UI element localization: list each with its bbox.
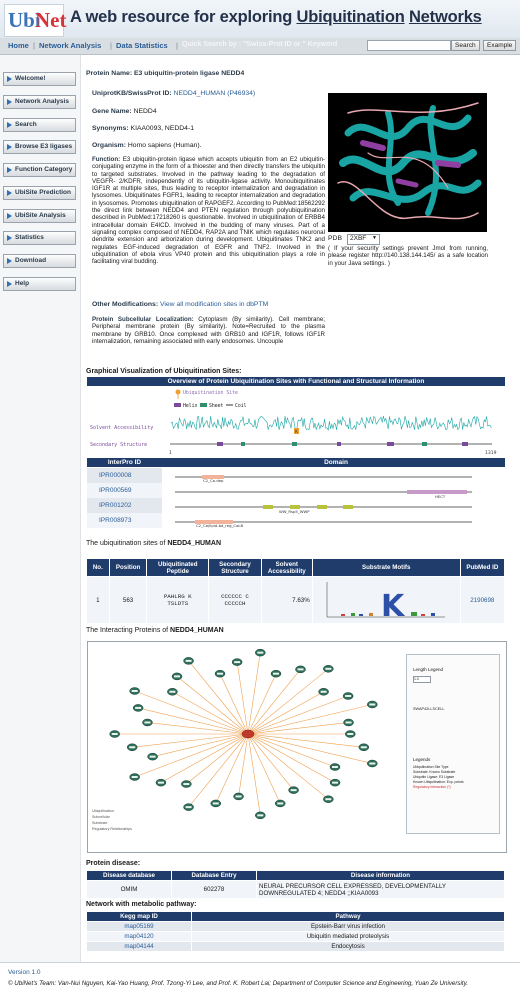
col-pubmed: PubMed ID bbox=[460, 559, 504, 577]
pdb-select[interactable]: 2XBF ▼ bbox=[347, 234, 380, 245]
sidebar-item-function-category[interactable]: Function Category bbox=[3, 163, 76, 177]
function-paragraph: Function: E3 ubiquitin-protein ligase which accepts ubiquitin from an E2 ubiquitin-conjugating enzyme in the form of a thioester and then directly transfers the ubiquitin to targeted substrates. Involved in the pathway leading to the degradation of VEGFR- 2/KDFR, independently of its ubiquitin-ligase activity. Monoubiquitinates IGF1R at multiple sites, thus leading to receptor internalization and degradation in lysosomes. Ubiquitinates FGFR1, leading to receptor internalization and degradation in lysosomes. Promotes ubiquitination of RAPGEF2. According to PubMed:18562292 the direct link between NEDD4 and PTEN regulation through polyubiquitination described in PubMed:17218260 is questionable. Involved in ubiquitination of ERBB4 intracellular domain E4ICD. Involved in the budding of many viruses. Part of a signaling complex composed of NEDD4, RAP2A and TNIK which regulates neuronal dendrite extension and arborization during development. Ubiquitinates TNK2 and regulates EGF-induced degradation of EGFR and TNF2. Involved in the ubiquitination of ebola virus VP40 protein and this ubiquitination plays a role in facilitating viral budding. bbox=[92, 156, 325, 266]
table-row bbox=[87, 881, 505, 899]
sidebar bbox=[0, 55, 81, 962]
table-row bbox=[87, 922, 505, 932]
site-no: 1 bbox=[87, 577, 110, 624]
kegg-id bbox=[87, 932, 192, 942]
disease-db: OMIM bbox=[87, 881, 172, 899]
top-nav-bar bbox=[0, 38, 520, 55]
sidebar-item-download[interactable]: Download bbox=[3, 254, 76, 268]
length-legend-label: Length Legend bbox=[413, 667, 444, 672]
center-node[interactable] bbox=[242, 730, 254, 738]
domain-row-id bbox=[87, 483, 162, 498]
legend-title: Legends bbox=[413, 757, 431, 762]
gene-row: Gene Name: NEDD4 bbox=[92, 108, 157, 115]
ubinet-logo[interactable] bbox=[4, 4, 67, 37]
domain-rows bbox=[87, 468, 505, 528]
site-footer bbox=[0, 962, 520, 1001]
col-db-entry: Database Entry bbox=[172, 871, 257, 881]
arrow-icon bbox=[7, 258, 12, 264]
quick-search-label: Quick Search by : "Swiss-Prot ID or " Keyword bbox=[182, 41, 338, 48]
site-legend-marker bbox=[176, 390, 181, 395]
sidebar-item-ubisite-analysis[interactable]: UbiSite Analysis bbox=[3, 209, 76, 223]
ubiquitination-sites-table bbox=[86, 558, 505, 624]
domain-architecture-graphic bbox=[167, 468, 505, 528]
site-track-graphic bbox=[87, 387, 505, 457]
col-pathway: Pathway bbox=[192, 912, 505, 922]
logo-net: Net bbox=[35, 8, 67, 32]
nav-network-analysis[interactable]: Network Analysis bbox=[39, 41, 102, 50]
jmol-structure-viewer[interactable] bbox=[328, 93, 487, 232]
interaction-network-viewer[interactable] bbox=[87, 641, 507, 853]
motif-letter-k: K bbox=[381, 589, 405, 621]
interpro-link[interactable]: IPR008973 bbox=[99, 517, 132, 524]
pubmed-link[interactable]: 2190698 bbox=[470, 596, 495, 604]
site-solvent: 7.63% bbox=[261, 577, 312, 624]
col-domain: Domain bbox=[324, 459, 348, 466]
axis-start-label: 1 bbox=[169, 451, 172, 456]
site-tagline: A web resource for exploring Ubiquitination Networks bbox=[70, 8, 482, 26]
localization-paragraph: Protein Subcellular Localization: Cytoplasm (By similarity). Cell membrane; Peripheral membrane protein (By similarity). Note=Recruited to the plasma membrane by GRB10. Once complexed with GRB10 and IGF1R, follows IGF1R internalization, remaining associated with early endosomes. Uncouple bbox=[92, 316, 325, 345]
axis-end-label: 1319 bbox=[485, 451, 497, 456]
domain-label-calb: C2_Ca/lipid-bd_reg_CaLB bbox=[196, 523, 244, 528]
site-marker-label: K bbox=[295, 430, 298, 435]
network-footnotes: Ubiquitination Subcellular Substrate Regulatory Relationships bbox=[92, 809, 132, 831]
kegg-id bbox=[87, 922, 192, 932]
nav-separator: | bbox=[176, 41, 178, 50]
protein-structure-image bbox=[328, 93, 487, 232]
arrow-icon bbox=[7, 190, 12, 196]
arrow-icon bbox=[7, 122, 12, 128]
disease-table bbox=[86, 870, 505, 899]
protein-name-row: Protein Name: E3 ubiquitin-protein ligase NEDD4 bbox=[86, 70, 245, 77]
sidebar-item-help[interactable]: Help bbox=[3, 277, 76, 291]
uniprot-row: UniprotKB/SwissProt ID: NEDD4_HUMAN (P46934) bbox=[92, 90, 256, 97]
pathway-name: Endocytosis bbox=[192, 942, 505, 952]
ubiquitination-site-visual bbox=[87, 387, 505, 457]
solvent-accessibility-trace bbox=[171, 416, 491, 430]
secondary-structure-label: Secondary Structure bbox=[90, 442, 148, 448]
col-position: Position bbox=[109, 559, 147, 577]
site-position: 563 bbox=[109, 577, 147, 624]
kegg-link[interactable]: map04144 bbox=[124, 943, 154, 950]
pdb-label: PDB bbox=[328, 235, 342, 242]
domain-row-id bbox=[87, 498, 162, 513]
site-motif-logo bbox=[312, 577, 460, 624]
overview-title-bar: Overview of Protein Ubiquitination Sites with Functional and Structural Information bbox=[87, 377, 505, 386]
table-row bbox=[87, 942, 505, 952]
disease-section-title: Protein disease: bbox=[86, 860, 141, 867]
disease-entry: 602278 bbox=[172, 881, 257, 899]
nav-home[interactable]: Home bbox=[8, 41, 29, 50]
sidebar-item-ubisite-prediction[interactable]: UbiSite Prediction bbox=[3, 186, 76, 200]
version-label: Version 1.0 bbox=[8, 969, 41, 976]
site-secondary: CCCCCC C CCCCCH bbox=[209, 577, 262, 624]
organism-row: Organism: Homo sapiens (Human). bbox=[92, 142, 202, 149]
domain-row-id bbox=[87, 468, 162, 483]
length-legend-select[interactable]: 1.0 bbox=[413, 676, 431, 683]
arrow-icon bbox=[7, 167, 12, 173]
interpro-link[interactable]: IPR000569 bbox=[99, 487, 132, 494]
sidebar-item-search[interactable]: Search bbox=[3, 118, 76, 132]
legend-sheet-text: Sheet bbox=[209, 404, 224, 409]
pathway-table bbox=[86, 911, 505, 952]
nav-data-statistics[interactable]: Data Statistics bbox=[116, 41, 168, 50]
sidebar-item-browse-e3[interactable]: Browse E3 ligases bbox=[3, 140, 76, 154]
quick-search-input[interactable] bbox=[367, 40, 451, 51]
disease-info: NEURAL PRECURSOR CELL EXPRESSED, DEVELOPMENTALLY DOWNREGULATED 4; NEDD4 ;;KIAA0093 bbox=[257, 881, 505, 899]
legend-helix-text: Helix bbox=[183, 404, 198, 409]
kegg-link[interactable]: map04120 bbox=[124, 933, 154, 940]
kegg-id bbox=[87, 942, 192, 952]
col-secondary: Secondary Structure bbox=[209, 559, 262, 577]
arrow-icon bbox=[7, 213, 12, 219]
modifications-row: Other Modifications: View all modification sites in dbPTM bbox=[92, 301, 269, 308]
uniprot-link[interactable]: NEDD4_HUMAN (P46934) bbox=[173, 90, 256, 97]
col-disease-info: Disease information bbox=[257, 871, 505, 881]
nav-separator: | bbox=[110, 41, 112, 50]
legend-coil-text: Coil bbox=[235, 404, 247, 409]
interpro-link[interactable]: IPR000008 bbox=[99, 472, 132, 479]
col-kegg-id: Kegg map ID bbox=[87, 912, 192, 922]
network-section-title: The Interacting Proteins of NEDD4_HUMAN bbox=[86, 627, 224, 634]
sidebar-item-statistics[interactable]: Statistics bbox=[3, 231, 76, 245]
domain-label-hect: HECT bbox=[435, 494, 446, 499]
site-peptide: PAHLRG K TSLDTS bbox=[147, 577, 209, 624]
domain-table-header bbox=[87, 458, 505, 467]
arrow-icon bbox=[7, 144, 12, 150]
col-interpro: InterPro ID bbox=[107, 459, 142, 466]
graphical-section-title: Graphical Visualization of Ubiquitination Sites: bbox=[86, 368, 242, 375]
col-disease-db: Disease database bbox=[87, 871, 172, 881]
arrow-icon bbox=[7, 99, 12, 105]
team-credits: © UbiNet's Team: Van-Nui Nguyen, Kai-Yao Huang, Prof. Tzong-Yi Lee, and Prof. K. Robert Lai; Department of Computer Science and Engineering, Yuan Ze University. bbox=[8, 980, 468, 987]
col-peptide: Ubiquitinated Peptide bbox=[147, 559, 209, 577]
col-no: No. bbox=[87, 559, 110, 577]
domain-label-c2: C2_Ca-dep bbox=[203, 478, 224, 483]
arrow-icon bbox=[7, 235, 12, 241]
col-solvent: Solvent Accessibility bbox=[261, 559, 312, 577]
logo-ubi: Ubi bbox=[8, 8, 41, 32]
table-row bbox=[87, 932, 505, 942]
sidebar-item-welcome[interactable]: Welcome! bbox=[3, 72, 76, 86]
pathway-section-title: Network with metabolic pathway: bbox=[86, 901, 197, 908]
selected-protein-label: SWAP42LLSCELL bbox=[413, 707, 445, 711]
nav-separator: | bbox=[33, 41, 35, 50]
example-button[interactable]: Example bbox=[483, 40, 516, 51]
site-pubmed bbox=[460, 577, 504, 624]
kegg-link[interactable]: map05169 bbox=[124, 923, 154, 930]
interpro-link[interactable]: IPR001202 bbox=[99, 502, 132, 509]
table-row bbox=[87, 577, 505, 624]
pathway-name: Ubiquitin mediated proteolysis bbox=[192, 932, 505, 942]
solvent-accessibility-label: Solvent Accessibility bbox=[90, 425, 154, 431]
dbptm-link[interactable]: View all modification sites in dbPTM bbox=[159, 301, 269, 308]
sites-section-title: The ubiquitination sites of NEDD4_HUMAN bbox=[86, 540, 222, 547]
sidebar-item-network-analysis[interactable]: Network Analysis bbox=[3, 95, 76, 109]
synonyms-row: Synonyms: KIAA0093, NEDD4-1 bbox=[92, 125, 194, 132]
chevron-down-icon: ▼ bbox=[372, 235, 377, 241]
domain-label-ww: WW_Rsp5_WWP bbox=[279, 509, 310, 514]
legend-list: Ubiquitination Site Type Substrate: Known Substrate Ubiquitin Ligase: E3 Ligase Known Ubiquitination: Exp. points Regulatory Interaction (*) bbox=[413, 765, 464, 789]
site-header bbox=[0, 0, 520, 39]
sequence-logo-graphic bbox=[321, 577, 451, 621]
search-button[interactable]: Search bbox=[451, 40, 480, 51]
domain-row-id bbox=[87, 513, 162, 528]
jmol-security-note: ( If your security settings prevent Jmol from running, please register http://140.138.144.145/ as a safe location in your Java settings. ) bbox=[328, 245, 488, 267]
arrow-icon bbox=[7, 281, 12, 287]
network-legend-panel bbox=[406, 654, 500, 834]
arrow-icon bbox=[7, 76, 12, 82]
pathway-name: Epstein-Barr virus infection bbox=[192, 922, 505, 932]
col-motifs: Substrate Motifs bbox=[312, 559, 460, 577]
legend-site-text: Ubiquitination Site bbox=[183, 391, 238, 396]
